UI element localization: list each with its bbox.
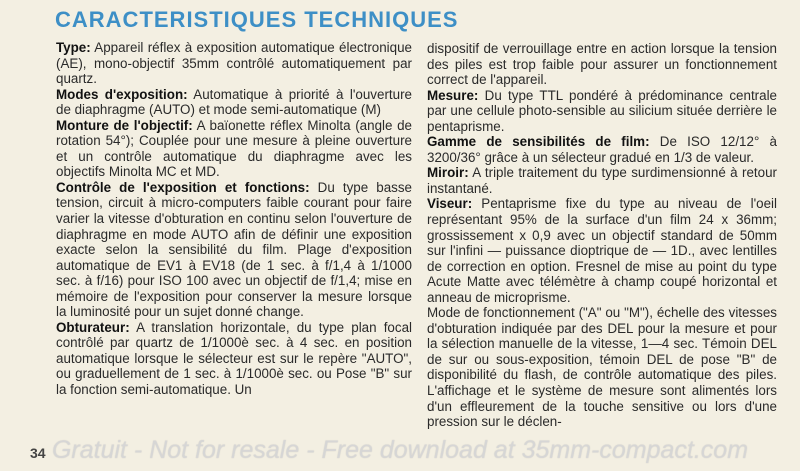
spec-type [56,40,412,87]
spec-text: Pentaprisme fixe du type au niveau de l'oeil représentant 95% de la surface d'un film 24 x 36mm; grossissement x 0,9 avec un objectif standard de 50mm sur l'infini — puissance dioptrique de — 1D., avec lentilles de correction en option. Fresnel de mise au point du type Acute Matte avec télémètre à champ coupé horizontal et anneau de microprisme. [427,196,777,305]
spec-text: Du type TTL pondéré à prédominance centrale par une cellule photo-sensible au silicium située derrière le pentaprisme. [427,87,777,134]
spec-text: dispositif de verrouillage entre en action lorsque la tension des piles est trop faible pour assurer un fonctionnement correct de l'appareil. [427,41,777,88]
page-number: 34 [30,445,46,461]
spec-text: Du type basse tension, circuit à micro-computers faible courant pour faire varier la vitesse d'obturation en continu selon l'ouverture de diaphragme en mode AUTO afin de définir une exposition exacte selon la sensibilité du film. Plage d'exposition automatique de EV1 à EV18 (de 1 sec. à f/1,4 à 1/1000 sec. à f/16) pour ISO 100 avec un objectif de f/1,4; mise en mémoire de l'exposition pour conserver la mesure lorsque la luminosité pour un sujet donné change. [56,179,412,320]
spec-text: Mode de fonctionnement ("A" ou "M"), échelle des vitesses d'obturation indiquée par des DEL pour la mesure et pour la sélection manuelle de la vitesse, 1—4 sec. Témoin DEL de sur ou sous-exposition, témoin DEL de pose "B" de disponibilité du flash, de contrôle automatique des piles. L'affichage et le système de mesure sont alimentés lors d'un effleurement de la touche sensitive ou lors d'une pression sur le déclen- [427,305,777,430]
spec-term: Miroir: [427,165,469,181]
spec-text: A baïonette réflex Minolta (angle de rotation 54°); Couplée pour une mesure à pleine ouverture et un contrôle automatique du diaphragme avec les objectifs Minolta MC et MD. [56,117,412,180]
spec-term: Mesure: [427,87,479,103]
spec-lens-mount [56,118,412,180]
watermark: Gratuit - Not for resale - Free download at 35mm-compact.com [51,436,749,464]
spec-exposure-modes [56,87,412,118]
spec-term: Obturateur: [56,319,130,335]
spec-text: Appareil réflex à exposition automatique électronique (AE), mono-objectif 35mm contrôlé automatiquement par quartz. [56,40,412,87]
left-column [56,40,412,398]
spec-text: Automatique à priorité à l'ouverture de diaphragme (AUTO) et mode semi-automatique (M) [56,86,412,118]
page-title: CARACTERISTIQUES TECHNIQUES [55,7,459,32]
spec-term: Contrôle de l'exposition et fonctions: [56,179,310,195]
right-column [427,41,777,430]
spec-term: Gamme de sensibilités de film: [427,134,650,150]
spec-text: A translation horizontale, du type plan focal contrôlé par quartz de 1/1000è sec. à 4 sec. en position automatique lorsque le sélecteur est sur le repère "AUTO", ou graduellement de 1 sec. à 1/1000è sec. ou Pose "B" sur la fonction semi-automatique. Un [56,319,412,398]
spec-display [427,305,777,429]
spec-text: De ISO 12/12° à 3200/36° grâce à un sélecteur gradué en 1/3 de valeur. [427,134,777,165]
spec-metering [427,88,777,135]
spec-text: A triple traitement du type surdimensionné à retour instantané. [427,165,777,196]
spec-shutter-continued [427,41,777,88]
spec-term: Modes d'exposition: [56,86,188,102]
spec-term: Monture de l'objectif: [56,117,193,133]
spec-mirror [427,165,777,196]
spec-term: Viseur: [427,196,473,212]
spec-film-speed [427,134,777,165]
spec-viewfinder [427,196,777,305]
spec-term: Type: [56,40,91,55]
spec-shutter [56,320,412,398]
spec-exposure-control [56,180,412,320]
